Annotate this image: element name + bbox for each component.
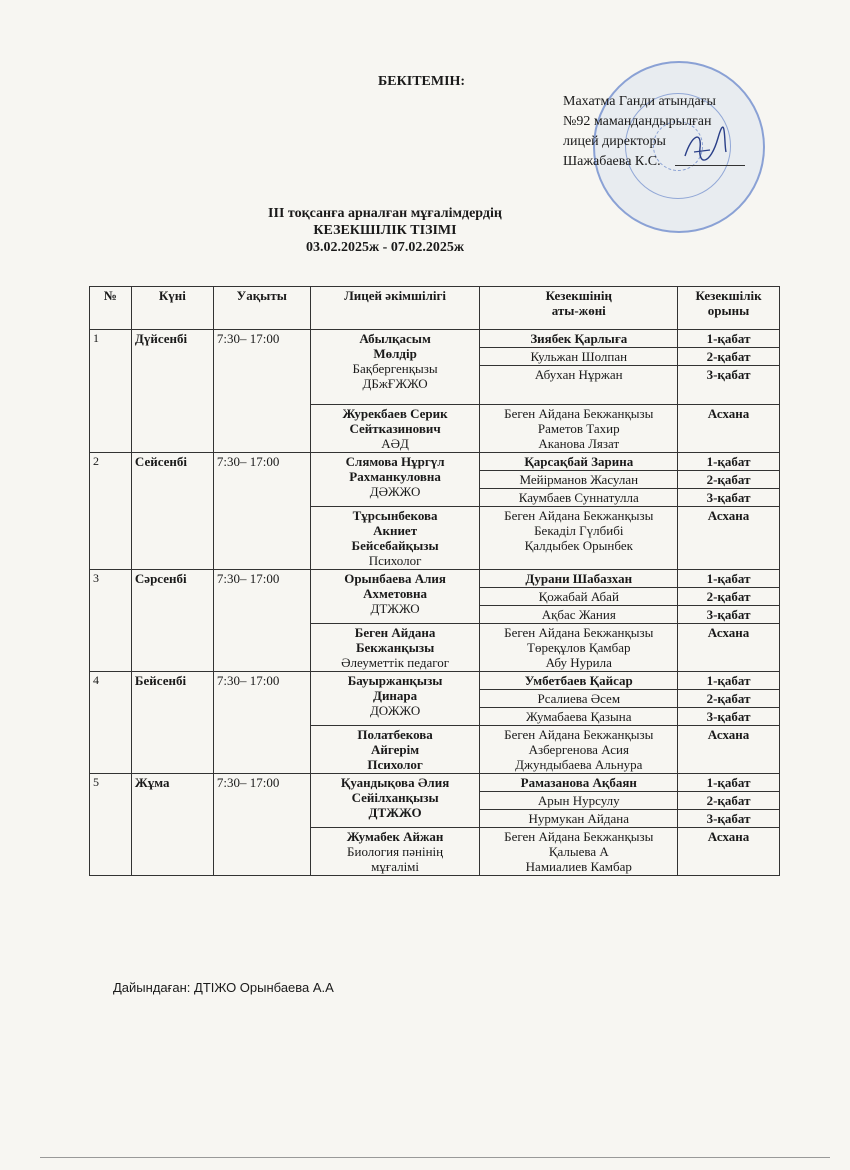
duty-name: Рамазанова Ақбаян <box>480 774 678 792</box>
duty-place: 2-қабат <box>678 792 780 810</box>
canteen-duty-names: Беген Айдана Бекжанқызы Бекаділ Гүлбибі Қалдыбек Орынбек <box>480 507 678 570</box>
duty-place: 1-қабат <box>678 570 780 588</box>
duty-place: Асхана <box>678 624 780 672</box>
duty-place: 2-қабат <box>678 588 780 606</box>
title-line-2: КЕЗЕКШІЛІК ТІЗІМІ <box>313 223 457 238</box>
admin-cell: Полатбекова Айгерім Психолог <box>310 726 480 774</box>
duty-name: Нурмукан Айдана <box>480 810 678 828</box>
row-day: Сәрсенбі <box>131 570 213 672</box>
duty-name: Мейірманов Жасулан <box>480 471 678 489</box>
row-time: 7:30– 17:00 <box>213 672 310 774</box>
row-time: 7:30– 17:00 <box>213 330 310 453</box>
title-line-3: 03.02.2025ж - 07.02.2025ж <box>306 240 464 255</box>
row-day: Сейсенбі <box>131 453 213 570</box>
header-day: Күні <box>131 287 213 330</box>
duty-place: 3-қабат <box>678 366 780 405</box>
duty-name: Абухан Нұржан <box>480 366 678 405</box>
canteen-duty-names: Беген Айдана Бекжанқызы Азбергенова Асия Джундыбаева Альнура <box>480 726 678 774</box>
duty-place: 1-қабат <box>678 672 780 690</box>
duty-place: 1-қабат <box>678 330 780 348</box>
row-day: Дүйсенбі <box>131 330 213 453</box>
admin-cell: Журекбаев Серик Сейтказинович АӘД <box>310 405 480 453</box>
canteen-duty-names: Беген Айдана Бекжанқызы Қалыева А Намиалиев Камбар <box>480 828 678 876</box>
duty-place: 1-қабат <box>678 453 780 471</box>
duty-name: Ақбас Жания <box>480 606 678 624</box>
row-day: Бейсенбі <box>131 672 213 774</box>
row-number: 5 <box>90 774 132 876</box>
admin-cell: Слямова Нұргүл Рахманкуловна ДӘЖЖО <box>310 453 480 507</box>
duty-name: Дурани Шабазхан <box>480 570 678 588</box>
duty-place: 2-қабат <box>678 348 780 366</box>
approval-title: БЕКІТЕМІН: <box>378 74 466 89</box>
duty-name: Қарсақбай Зарина <box>480 453 678 471</box>
duty-name: Жумабаева Қазына <box>480 708 678 726</box>
admin-cell: Жумабек Айжан Биология пәнінің мұғалімі <box>310 828 480 876</box>
document-title <box>0 205 850 256</box>
duty-place: 3-қабат <box>678 708 780 726</box>
table-header-row <box>90 287 780 330</box>
header-time: Уақыты <box>213 287 310 330</box>
duty-place: 1-қабат <box>678 774 780 792</box>
row-number: 1 <box>90 330 132 453</box>
title-line-1: ІІІ тоқсанға арналған мұғалімдердің <box>268 206 502 221</box>
header-admin: Лицей әкімшілігі <box>310 287 480 330</box>
duty-schedule-table <box>89 286 780 876</box>
approval-line: Шажабаева К.С. <box>563 154 661 169</box>
duty-name: Зиябек Қарлыға <box>480 330 678 348</box>
admin-cell: Тұрсынбекова Акниет Бейсебайқызы Психолог <box>310 507 480 570</box>
duty-place: Асхана <box>678 828 780 876</box>
approval-line: лицей директоры <box>563 134 666 149</box>
duty-name: Қожабай Абай <box>480 588 678 606</box>
row-number: 3 <box>90 570 132 672</box>
duty-place: Асхана <box>678 507 780 570</box>
duty-name: Арын Нурсулу <box>480 792 678 810</box>
duty-place: 3-қабат <box>678 606 780 624</box>
row-time: 7:30– 17:00 <box>213 453 310 570</box>
row-time: 7:30– 17:00 <box>213 774 310 876</box>
table-row <box>90 774 780 792</box>
page-edge-line <box>40 1157 830 1158</box>
approval-line: №92 мамандандырылған <box>563 114 712 129</box>
header-duty: Кезекшінің аты-жөні <box>480 287 678 330</box>
canteen-duty-names: Беген Айдана Бекжанқызы Төреқұлов Қамбар Абу Нурила <box>480 624 678 672</box>
duty-name: Каумбаев Суннатулла <box>480 489 678 507</box>
admin-cell: Беген Айдана Бекжанқызы Әлеуметтік педагог <box>310 624 480 672</box>
row-number: 4 <box>90 672 132 774</box>
admin-cell: Бауыржанқызы Динара ДОЖЖО <box>310 672 480 726</box>
duty-place: 3-қабат <box>678 810 780 828</box>
admin-cell: Қуандықова Әлия Сейілханқызы ДТЖЖО <box>310 774 480 828</box>
duty-name: Рсалиева Әсем <box>480 690 678 708</box>
approval-line: Махатма Ганди атындағы <box>563 94 716 109</box>
signature <box>680 126 730 171</box>
row-time: 7:30– 17:00 <box>213 570 310 672</box>
duty-name: Кульжан Шолпан <box>480 348 678 366</box>
row-day: Жұма <box>131 774 213 876</box>
canteen-duty-names: Беген Айдана Бекжанқызы Раметов Тахир Аканова Лязат <box>480 405 678 453</box>
table-row <box>90 570 780 588</box>
duty-place: Асхана <box>678 405 780 453</box>
duty-place: 3-қабат <box>678 489 780 507</box>
admin-cell: Орынбаева Алия Ахметовна ДТЖЖО <box>310 570 480 624</box>
prepared-by: Дайындаған: ДТІЖО Орынбаева А.А <box>113 980 334 995</box>
header-place: Кезекшілік орыны <box>678 287 780 330</box>
table-row <box>90 672 780 690</box>
duty-place: Асхана <box>678 726 780 774</box>
header-num: № <box>90 287 132 330</box>
table-row <box>90 330 780 348</box>
table-row <box>90 453 780 471</box>
duty-name: Умбетбаев Қайсар <box>480 672 678 690</box>
row-number: 2 <box>90 453 132 570</box>
admin-cell: Абылқасым Мөлдір Бақбергенқызы ДБжҒЖЖО <box>310 330 480 405</box>
duty-place: 2-қабат <box>678 471 780 489</box>
duty-place: 2-қабат <box>678 690 780 708</box>
